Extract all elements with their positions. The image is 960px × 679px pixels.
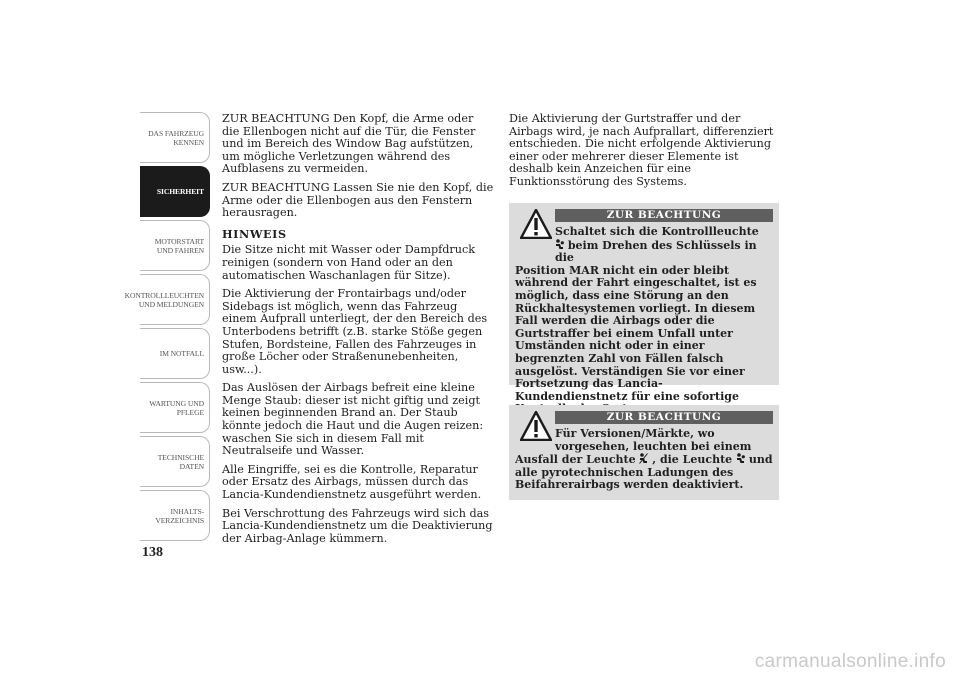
tab-technische-daten[interactable] [140, 436, 210, 487]
paragraph: Die Aktivierung der Frontairbags und/oder Sidebags ist möglich, wenn das Fahrzeug einem Aufprall unterliegt, der den Bereich des Unterbodens betrifft (z.B. starke Stöße gegen Stufen, Bordsteine, Fallen des Fahrzeuges in große Löcher oder Straßenunebenheiten, usw...). [222, 287, 488, 376]
warning-line: vorgesehen, leuchten bei einem [555, 439, 752, 453]
tab-label: KONTROLLLEUCHTEN UND MELDUNGEN [124, 290, 204, 309]
left-column [222, 113, 494, 551]
warning-box-2 [509, 405, 779, 500]
page-number: 138 [142, 545, 163, 560]
tab-label: SICHERHEIT [156, 187, 204, 196]
tab-label: WARTUNG UND PFLEGE [149, 398, 204, 417]
tab-label: IM NOTFALL [159, 349, 204, 358]
warning-line [515, 239, 773, 265]
paragraph: Das Auslösen der Airbags befreit eine kleine Menge Staub: dieser ist nicht giftig und zeigt keinen beginnenden Brand an. Der Staub könnte jedoch die Haut und die Augen reizen: waschen Sie sich in diesem Fall mit Neutralseife und Wasser. [222, 381, 484, 458]
paragraph: Die Sitze nicht mit Wasser oder Dampfdruck reinigen (sondern von Hand oder an den automatischen Waschanlagen für Sitze). [222, 243, 476, 282]
warning-body: Position MAR nicht ein oder bleibt während der Fahrt eingeschaltet, ist es möglich, dass eine Störung an den Rückhaltesystemen vorliegt. In diesem Fall werden die Airbags oder die Gurtstraffer bei einem Unfall unter Umständen nicht oder in einer begrenzten Zahl von Fällen falsch ausgelöst. Verständigen Sie vor einer Fortsetzung das Lancia-Kundendienstnetz für eine sofortige [515, 263, 757, 403]
paragraph: ZUR BEACHTUNG Lassen Sie nie den Kopf, die Arme oder die Ellenbogen aus den Fenstern herausragen. [222, 180, 494, 220]
paragraph: Bei Verschrottung des Fahrzeugs wird sich das Lancia-Kundendienstnetz um die Deaktivierung der Airbag-Anlage kümmern. [222, 506, 493, 545]
tab-das-fahrzeug-kennen[interactable] [140, 112, 210, 163]
warning-line: Schaltet sich die Kontrollleuchte [555, 225, 759, 238]
watermark: carmanualsonline.info [754, 651, 946, 672]
tab-wartung-und-pflege[interactable] [140, 382, 210, 433]
airbag-warning-light-icon [736, 453, 745, 464]
warning-line-text: und [748, 453, 773, 467]
warning-title: ZUR BEACHTUNG [555, 411, 773, 424]
warning-line-text: Ausfall der Leuchte [515, 453, 636, 467]
warning-body: alle pyrotechnischen Ladungen des Beifahrerairbags werden deaktiviert. [515, 465, 744, 492]
warning-line: Für Versionen/Märkte, wo [555, 427, 715, 440]
warning-triangle-icon [520, 411, 552, 441]
tab-inhaltsverzeichnis[interactable] [140, 490, 210, 541]
warning-line [515, 453, 773, 467]
tab-label: TECHNISCHE DATEN [157, 452, 204, 471]
warning-triangle-icon [520, 209, 552, 239]
tab-im-notfall[interactable] [140, 328, 210, 379]
warning-box-1 [509, 203, 779, 403]
right-column [509, 113, 781, 195]
warning-line-text: beim Drehen des Schlüssels in die [555, 238, 757, 265]
airbag-warning-light-icon [555, 239, 564, 250]
paragraph: Alle Eingriffe, sei es die Kontrolle, Reparatur oder Ersatz des Airbags, müssen durch das Lancia-Kundendienstnetz ausgeführt werden. [222, 462, 482, 502]
warning-line-text: , die Leuchte [652, 453, 733, 467]
tab-label: MOTORSTART UND FAHREN [154, 236, 204, 255]
tab-label: INHALTS- VERZEICHNIS [155, 506, 204, 525]
tab-kontrollleuchten[interactable] [124, 274, 210, 325]
chapter-tabs [124, 112, 210, 544]
tab-label: DAS FAHRZEUG KENNEN [148, 128, 204, 147]
tab-motorstart-und-fahren[interactable] [140, 220, 210, 271]
warning-title: ZUR BEACHTUNG [555, 209, 773, 222]
paragraph: ZUR BEACHTUNG Den Kopf, die Arme oder die Ellenbogen nicht auf die Tür, die Fenster und im Bereich des Window Bag aufstützen, um mögliche Verletzungen während des Aufblasens zu vermeiden. [222, 112, 476, 176]
passenger-airbag-off-icon [639, 453, 648, 464]
section-heading: HINWEIS [222, 226, 287, 241]
paragraph: Die Aktivierung der Gurtstraffer und der Airbags wird, je nach Aufprallart, differenziert entschieden. Die nicht erfolgende Aktivierung einer oder mehrerer dieser Elemente ist deshalb kein Anzeichen für eine Funktionsstörung des Systems. [509, 112, 774, 188]
tab-sicherheit[interactable] [140, 166, 210, 217]
warning-text [515, 428, 773, 492]
warning-text [515, 226, 773, 416]
